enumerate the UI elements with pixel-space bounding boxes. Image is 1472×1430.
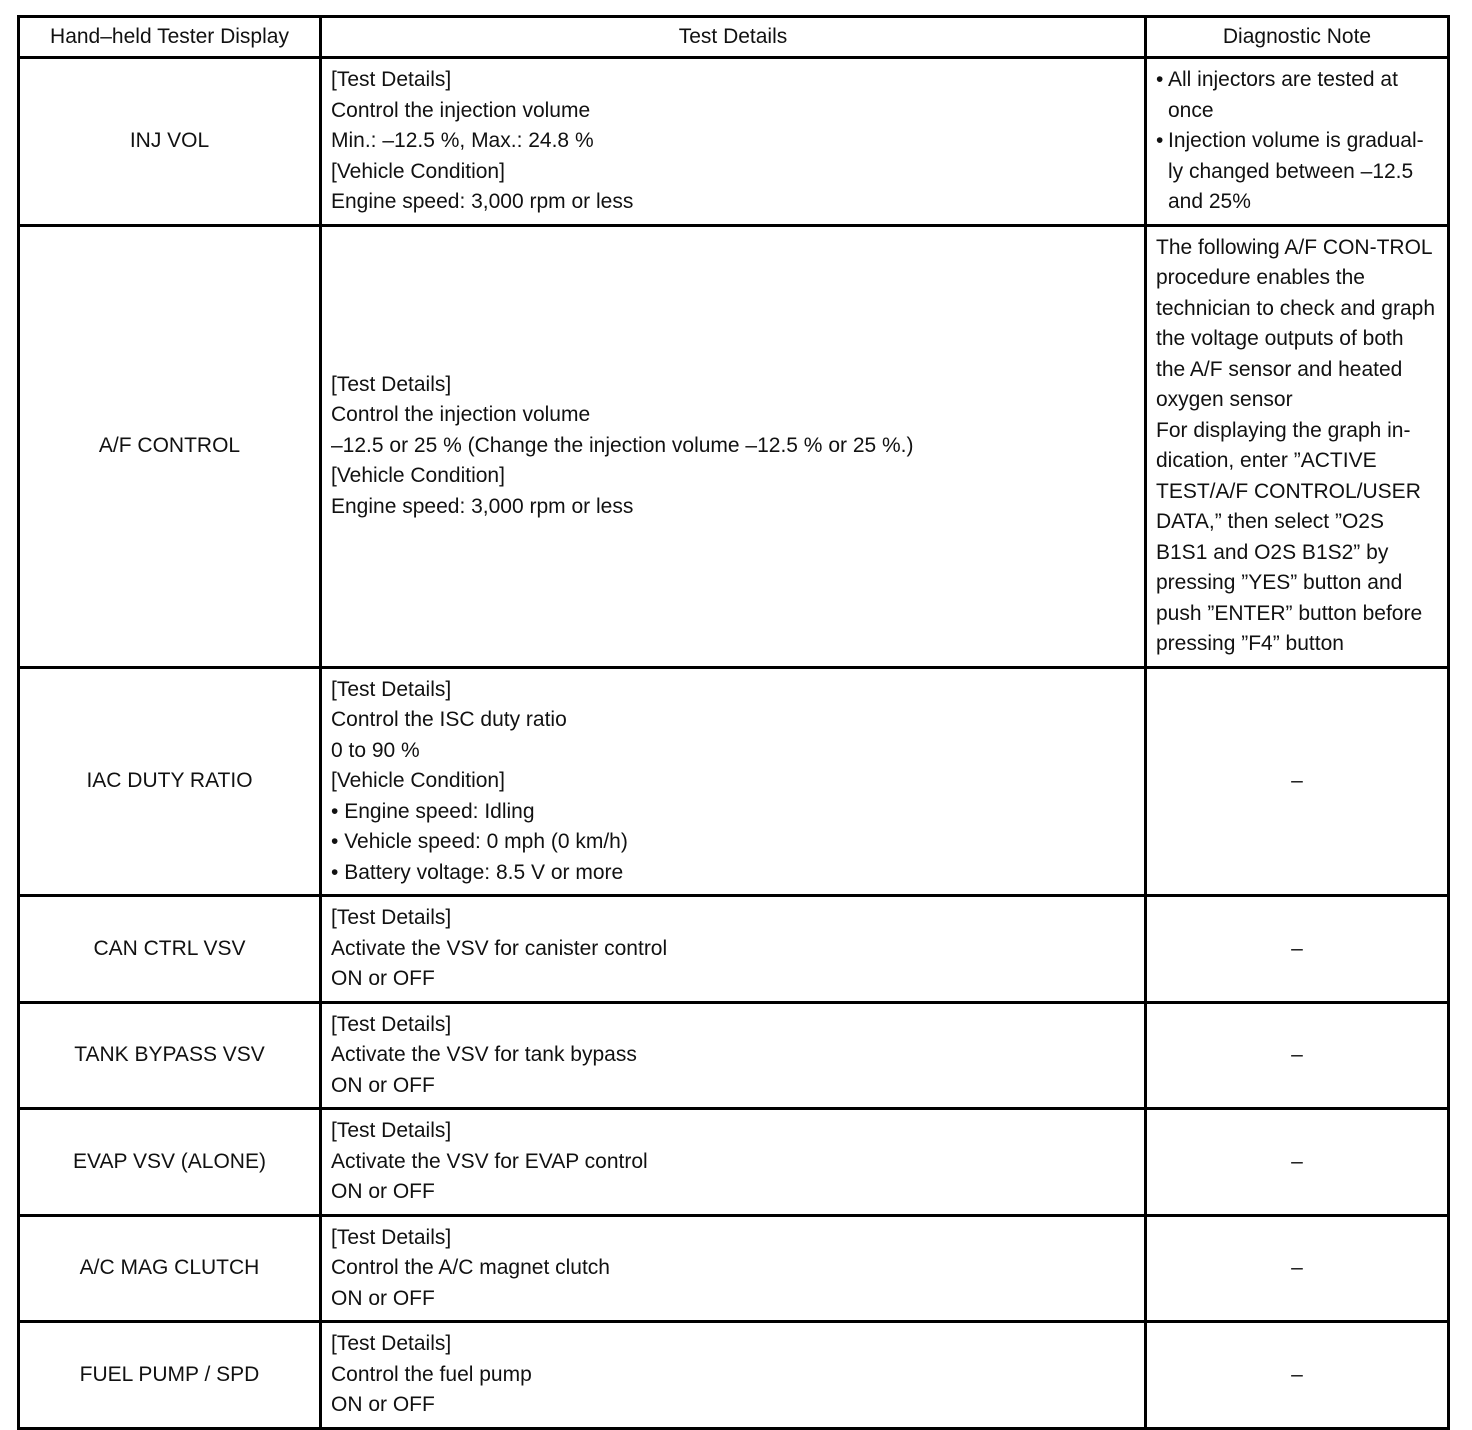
detail-bullet-text: Engine speed: Idling: [344, 799, 535, 823]
bullet-icon: •: [1156, 68, 1164, 91]
diagnostic-note-cell: –: [1146, 1322, 1449, 1429]
header-details: Test Details: [321, 17, 1146, 58]
detail-line: Control the injection volume: [331, 98, 591, 122]
bullet-icon: •: [1156, 129, 1164, 152]
detail-line: [Test Details]: [331, 1225, 452, 1249]
tester-display-cell: IAC DUTY RATIO: [19, 667, 321, 896]
detail-line: [Test Details]: [331, 906, 452, 929]
detail-bullet: [331, 797, 1135, 828]
detail-line: Control the injection volume: [331, 403, 591, 427]
table-row: [19, 667, 1449, 896]
detail-line: Engine speed: 3,000 rpm or less: [331, 190, 634, 213]
detail-line: Activate the VSV for canister control: [331, 936, 668, 960]
test-details-cell: [321, 896, 1146, 1003]
table-row: [19, 896, 1449, 1003]
test-details-cell: [321, 225, 1146, 667]
diagnostic-note-cell: –: [1146, 896, 1449, 1003]
detail-bullet: [331, 858, 1135, 889]
detail-line: Engine speed: 3,000 rpm or less: [331, 494, 634, 518]
detail-line: Control the fuel pump: [331, 1362, 532, 1386]
test-details-cell: [321, 58, 1146, 226]
test-details-cell: [321, 1322, 1146, 1429]
table-row: [19, 1215, 1449, 1322]
test-details-cell: [321, 1002, 1146, 1109]
tester-display-cell: EVAP VSV (ALONE): [19, 1109, 321, 1216]
detail-line: [Test Details]: [331, 1332, 452, 1355]
header-display: Hand–held Tester Display: [19, 17, 321, 58]
header-row: [19, 17, 1449, 58]
test-details-cell: [321, 1109, 1146, 1216]
detail-line: [Test Details]: [331, 1012, 452, 1036]
note-bullet-text: Injection volume is gradual-ly changed between –12.5 and 25%: [1168, 129, 1424, 213]
active-test-table: [17, 15, 1450, 1430]
tester-display-cell: A/F CONTROL: [19, 225, 321, 667]
bullet-icon: •: [331, 799, 339, 823]
test-details-cell: [321, 667, 1146, 896]
table-row: [19, 1322, 1449, 1429]
detail-line: [Test Details]: [331, 677, 452, 701]
tester-display-cell: FUEL PUMP / SPD: [19, 1322, 321, 1429]
table-row: [19, 58, 1449, 226]
diagnostic-note-cell: –: [1146, 1002, 1449, 1109]
detail-line: [Test Details]: [331, 1119, 452, 1142]
note-bullet: [1156, 65, 1438, 126]
note-bullet: [1156, 126, 1438, 218]
diagnostic-note-cell: –: [1146, 1109, 1449, 1216]
detail-line: [Vehicle Condition]: [331, 769, 505, 792]
detail-line: [Test Details]: [331, 68, 452, 91]
test-details-cell: [321, 1215, 1146, 1322]
detail-bullet-text: Battery voltage: 8.5 V or more: [344, 860, 624, 884]
detail-line: ON or OFF: [331, 967, 435, 990]
diagnostic-note-cell: [1146, 58, 1449, 226]
detail-line: [Vehicle Condition]: [331, 159, 505, 183]
detail-line: Min.: –12.5 %, Max.: 24.8 %: [331, 129, 594, 152]
tester-display-cell: A/C MAG CLUTCH: [19, 1215, 321, 1322]
detail-bullet-text: Vehicle speed: 0 mph (0 km/h): [344, 830, 628, 853]
detail-line: ON or OFF: [331, 1393, 435, 1416]
note-paragraph: For displaying the graph in-dication, enter ”ACTIVE TEST/A/F CONTROL/USER DATA,” then select ”O2S B1S1 and O2S B1S2” by pressing ”YES” button and push ”ENTER” button before pressing ”F4” button: [1156, 418, 1423, 655]
detail-line: Activate the VSV for tank bypass: [331, 1043, 637, 1066]
detail-line: [Vehicle Condition]: [331, 464, 505, 488]
detail-line: Control the A/C magnet clutch: [331, 1256, 610, 1279]
detail-line: –12.5 or 25 % (Change the injection volume –12.5 % or 25 %.): [331, 433, 914, 457]
table-row: [19, 225, 1449, 667]
header-note: Diagnostic Note: [1146, 17, 1449, 58]
diagnostic-note-cell: –: [1146, 667, 1449, 896]
bullet-icon: •: [331, 830, 339, 853]
tester-display-cell: INJ VOL: [19, 58, 321, 226]
bullet-icon: •: [331, 860, 339, 884]
detail-line: ON or OFF: [331, 1180, 435, 1203]
diagnostic-note-cell: [1146, 225, 1449, 667]
detail-line: Activate the VSV for EVAP control: [331, 1149, 648, 1173]
table-row: [19, 1002, 1449, 1109]
detail-line: [Test Details]: [331, 372, 452, 396]
detail-line: Control the ISC duty ratio: [331, 708, 567, 731]
note-bullet-text: All injectors are tested at once: [1168, 68, 1398, 122]
detail-line: ON or OFF: [331, 1286, 435, 1310]
detail-bullet: [331, 827, 1135, 858]
table-row: [19, 1109, 1449, 1216]
detail-line: ON or OFF: [331, 1073, 435, 1097]
note-paragraph: The following A/F CON-TROL procedure enables the technician to check and graph the voltage outputs of both the A/F sensor and heated oxygen sensor: [1156, 235, 1436, 411]
tester-display-cell: TANK BYPASS VSV: [19, 1002, 321, 1109]
tester-display-cell: CAN CTRL VSV: [19, 896, 321, 1003]
diagnostic-note-cell: –: [1146, 1215, 1449, 1322]
detail-line: 0 to 90 %: [331, 738, 420, 762]
